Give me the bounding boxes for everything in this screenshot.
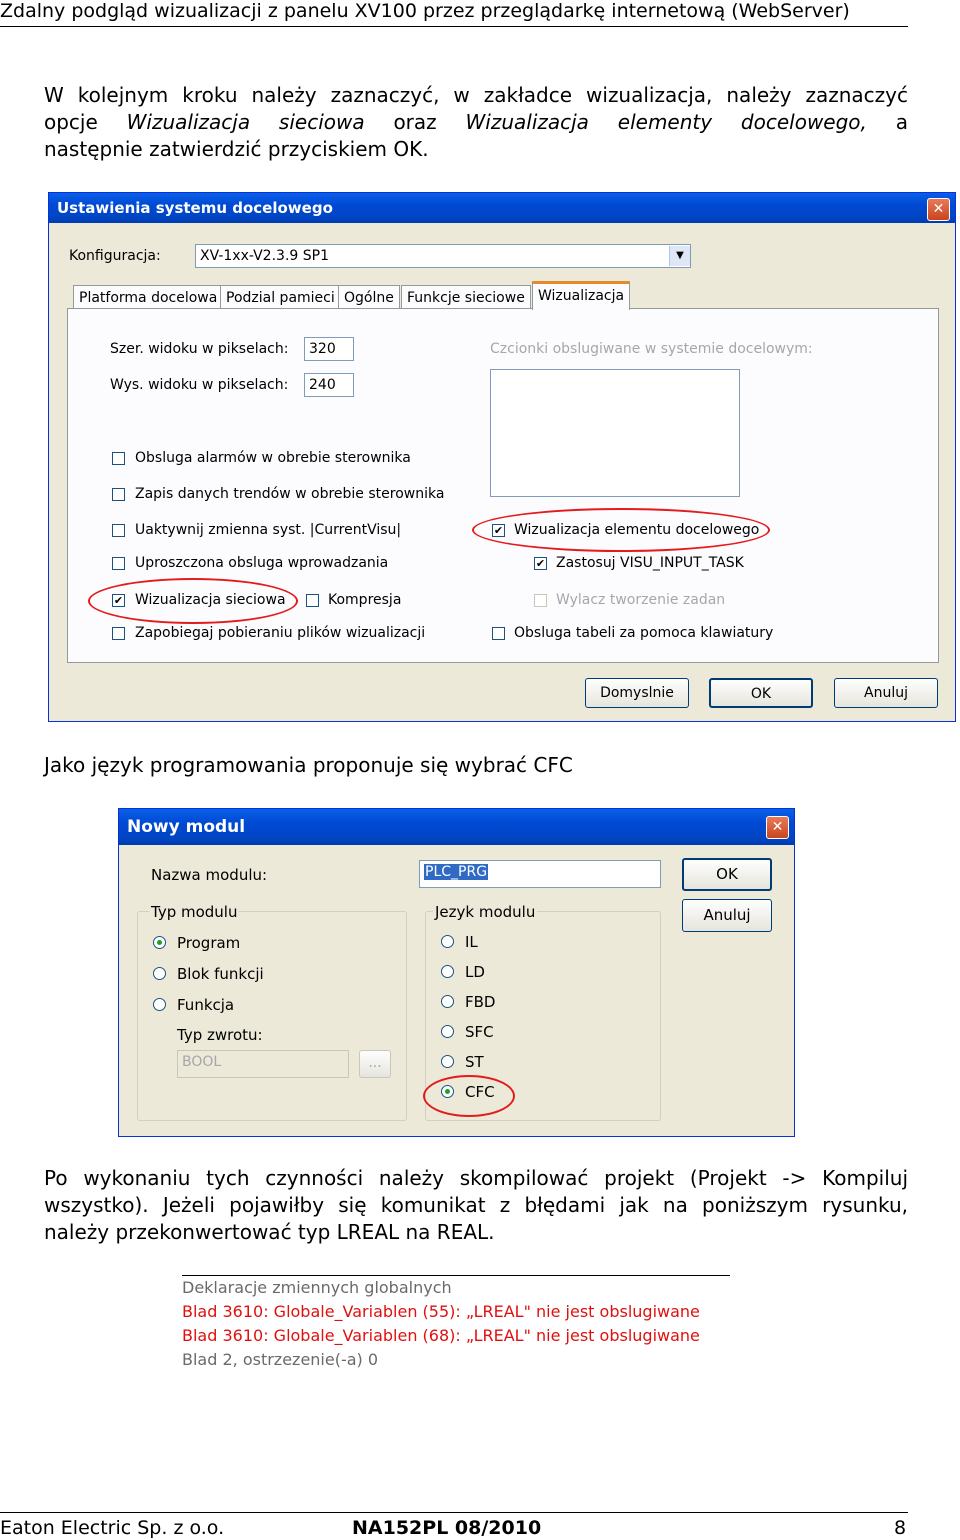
fonts-label: Czcionki obslugiwane w systemie docelowym: <box>490 341 813 357</box>
module-name-input[interactable] <box>419 860 661 888</box>
option-targetvisu-ref: Wizualizacja elementy docelowego, <box>465 110 867 134</box>
type-program-label: Program <box>177 934 241 952</box>
type-function-radio[interactable] <box>153 998 166 1011</box>
error-message: Blad 3610: Globale_Variablen (68): „LREAL" nie jest obslugiwane <box>182 1326 700 1345</box>
footer-doc-id: NA152PL 08/2010 <box>352 1517 542 1539</box>
compress-checkbox[interactable] <box>306 594 319 607</box>
lang-fbd-label: FBD <box>465 993 496 1011</box>
compile-line-3: należy przekonwertować typ LREAL na REAL. <box>44 1220 495 1244</box>
intro-text: opcje <box>44 110 127 134</box>
tab-network[interactable]: Funkcje sieciowe <box>401 285 531 309</box>
keyboard-label: Obsluga tabeli za pomoca klawiatury <box>514 625 774 641</box>
dialog-title: Ustawienia systemu docelowego <box>57 199 333 217</box>
lang-ld-radio[interactable] <box>441 965 454 978</box>
simple-input-label: Uproszczona obsluga wprowadzania <box>135 555 389 571</box>
module-type-group-label: Typ modulu <box>151 903 238 921</box>
compress-label: Kompresja <box>328 592 402 608</box>
disable-tasks-checkbox[interactable] <box>534 594 547 607</box>
dialog-title: Nowy modul <box>127 817 246 837</box>
intro-line-2 <box>44 109 908 136</box>
prevent-download-checkbox[interactable] <box>112 627 125 640</box>
close-icon[interactable]: ✕ <box>766 816 789 839</box>
alarms-label: Obsluga alarmów w obrebie sterownika <box>135 450 411 466</box>
return-type-label: Typ zwrotu: <box>177 1026 263 1044</box>
config-label: Konfiguracja: <box>69 248 161 264</box>
language-instruction: Jako język programowania proponuje się wybrać CFC <box>44 753 573 777</box>
lang-sfc-label: SFC <box>465 1023 494 1041</box>
keyboard-checkbox[interactable] <box>492 627 505 640</box>
config-select[interactable] <box>195 244 691 268</box>
return-type-input[interactable]: BOOL <box>177 1050 349 1078</box>
tab-general[interactable]: Ogólne <box>338 285 400 309</box>
height-input[interactable]: 240 <box>304 373 354 397</box>
fonts-list[interactable] <box>490 369 740 497</box>
visu-input-task-checkbox[interactable]: ✔ <box>535 557 546 570</box>
highlight-ring <box>472 508 770 552</box>
lang-fbd-radio[interactable] <box>441 995 454 1008</box>
page-header: Zdalny podgląd wizualizacji z panelu XV100 przez przeglądarkę internetową (WebServer) <box>0 0 908 27</box>
message-header: Deklaracje zmiennych globalnych <box>182 1278 452 1297</box>
cancel-button[interactable]: Anuluj <box>682 899 772 932</box>
compile-line-2: wszystko). Jeżeli pojawiłby się komunikat z błędami jak na poniższym rysunku, <box>44 1193 908 1217</box>
visualization-tab-panel <box>67 308 939 663</box>
lang-il-radio[interactable] <box>441 935 454 948</box>
lang-st-label: ST <box>465 1053 484 1071</box>
targetvisu-label: Wizualizacja elementu docelowego <box>514 522 760 538</box>
webvisu-checkbox[interactable]: ✔ <box>113 594 124 607</box>
lang-il-label: IL <box>465 933 478 951</box>
visu-input-task-label: Zastosuj VISU_INPUT_TASK <box>556 555 744 571</box>
intro-text: a <box>866 110 908 134</box>
type-function-block-label: Blok funkcji <box>177 965 264 983</box>
error-message: Blad 3610: Globale_Variablen (55): „LREAL" nie jest obslugiwane <box>182 1302 700 1321</box>
lang-ld-label: LD <box>465 963 485 981</box>
currentvisu-label: Uaktywnij zmienna syst. |CurrentVisu| <box>135 522 402 538</box>
alarms-checkbox[interactable] <box>112 452 125 465</box>
disable-tasks-label: Wylacz tworzenie zadan <box>556 592 726 608</box>
module-name-value: PLC_PRG <box>425 864 488 880</box>
tab-platform[interactable]: Platforma docelowa <box>73 285 223 309</box>
webvisu-label: Wizualizacja sieciowa <box>135 592 286 608</box>
type-program-radio[interactable] <box>153 936 166 949</box>
trends-label: Zapis danych trendów w obrebie sterownika <box>135 486 445 502</box>
footer-company: Eaton Electric Sp. z o.o. <box>0 1517 225 1539</box>
dialog-titlebar <box>119 809 794 845</box>
ok-button[interactable]: OK <box>682 858 772 891</box>
height-label: Wys. widoku w pikselach: <box>110 377 289 393</box>
browse-button[interactable]: ... <box>359 1050 391 1078</box>
close-icon[interactable]: ✕ <box>927 198 950 221</box>
dialog-titlebar <box>49 193 955 223</box>
highlight-ring <box>88 578 298 624</box>
simple-input-checkbox[interactable] <box>112 557 125 570</box>
prevent-download-label: Zapobiegaj pobieraniu plików wizualizacji <box>135 625 426 641</box>
type-function-label: Funkcja <box>177 996 235 1014</box>
targetvisu-checkbox[interactable]: ✔ <box>493 524 504 537</box>
module-language-group-label: Jezyk modulu <box>435 903 536 921</box>
currentvisu-checkbox[interactable] <box>112 524 125 537</box>
compile-line-1: Po wykonaniu tych czynności należy skompilować projekt (Projekt -> Kompiluj <box>44 1166 908 1190</box>
default-button[interactable]: Domyslnie <box>585 678 689 708</box>
option-webvisu-ref: Wizualizacja sieciowa <box>126 110 365 134</box>
intro-line-1: W kolejnym kroku należy zaznaczyć, w zakładce wizualizacja, należy zaznaczyć <box>44 83 908 107</box>
cancel-button[interactable]: Anuluj <box>834 678 938 708</box>
messages-divider <box>182 1275 730 1276</box>
lang-st-radio[interactable] <box>441 1055 454 1068</box>
type-function-block-radio[interactable] <box>153 967 166 980</box>
page-number: 8 <box>894 1517 907 1539</box>
new-module-dialog <box>118 808 795 1137</box>
lang-cfc-label: CFC <box>465 1083 495 1101</box>
width-input[interactable]: 320 <box>304 337 354 361</box>
trends-checkbox[interactable] <box>112 488 125 501</box>
tab-visualization[interactable]: Wizualizacja <box>532 281 630 310</box>
lang-sfc-radio[interactable] <box>441 1025 454 1038</box>
config-value: XV-1xx-V2.3.9 SP1 <box>200 248 329 264</box>
intro-line-3: następnie zatwierdzić przyciskiem OK. <box>44 137 429 161</box>
width-label: Szer. widoku w pikselach: <box>110 341 289 357</box>
ok-button[interactable]: OK <box>709 678 813 708</box>
chevron-down-icon[interactable]: ▼ <box>669 246 690 266</box>
summary-message: Blad 2, ostrzezenie(-a) 0 <box>182 1350 379 1369</box>
page-footer <box>0 1512 908 1540</box>
tab-memory[interactable]: Podzial pamieci <box>220 285 341 309</box>
target-settings-dialog <box>48 192 956 722</box>
highlight-ring <box>423 1075 515 1117</box>
intro-text: oraz <box>364 110 466 134</box>
module-name-label: Nazwa modulu: <box>151 866 268 884</box>
